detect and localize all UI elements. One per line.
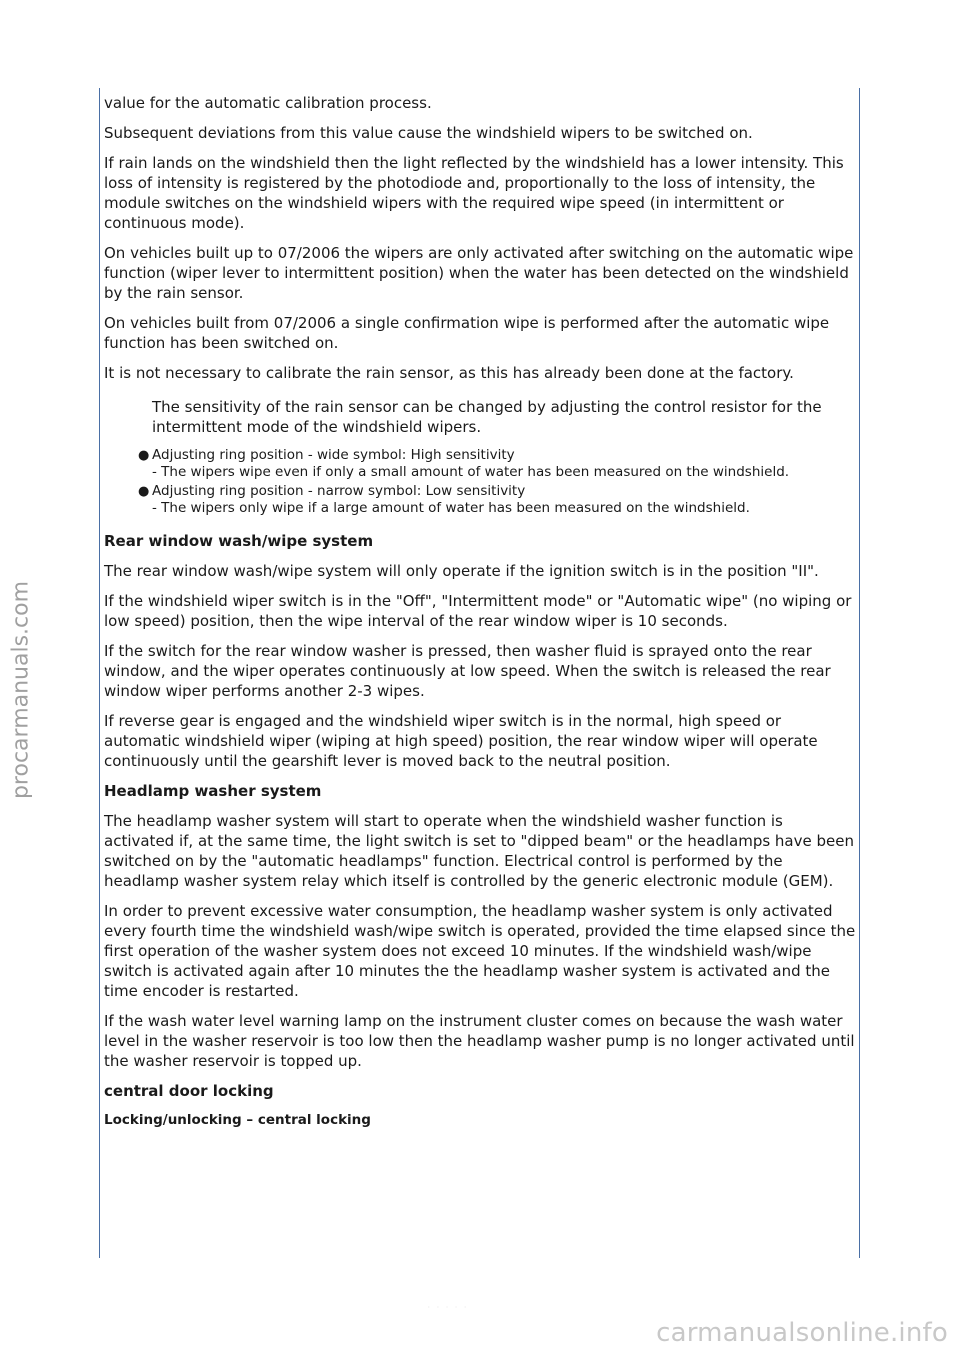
paragraph: On vehicles built up to 07/2006 the wipers are only activated after switching on the automatic wipe function (wiper lever to intermittent position) when the water has been detected on the windshield by the rain sensor.	[104, 244, 854, 302]
list-item-detail: - The wipers only wipe if a large amount of water has been measured on the windshield.	[152, 500, 750, 516]
list-item-label: Adjusting ring position - wide symbol: High sensitivity	[152, 447, 515, 463]
locking-unlocking-subheading: Locking/unlocking – central locking	[104, 1112, 371, 1128]
paragraph: If reverse gear is engaged and the windshield wiper switch is in the normal, high speed or automatic windshield wiper (wiping at high speed) position, the rear window wiper will operate continuously until the gearshift lever is moved back to the neutral position.	[104, 712, 818, 770]
bullet-icon: ●	[138, 448, 150, 463]
document-body	[104, 93, 856, 1129]
list-item	[104, 447, 856, 481]
bullet-icon: ●	[138, 484, 150, 499]
rear-window-heading: Rear window wash/wipe system	[104, 532, 374, 550]
left-margin-rule	[99, 88, 100, 1258]
paragraph: The headlamp washer system will start to operate when the windshield washer function is activated if, at the same time, the light switch is set to "dipped beam" or the headlamps have been switched on by the "automatic headlamps" function. Electrical control is performed by the headlamp washer system relay which itself is controlled by the generic electronic module (GEM).	[104, 812, 854, 890]
headlamp-washer-heading: Headlamp washer system	[104, 782, 322, 800]
central-locking-heading: central door locking	[104, 1082, 274, 1100]
list-item-detail: - The wipers wipe even if only a small amount of water has been measured on the windshield.	[152, 464, 790, 480]
bottom-watermark: carmanualsonline.info	[656, 1318, 948, 1348]
sensitivity-list	[104, 447, 856, 517]
paragraph: If rain lands on the windshield then the light reflected by the windshield has a lower intensity. This loss of intensity is registered by the photodiode and, proportionally to the loss of intensity, the module switches on the windshield wipers with the required wipe speed (in intermittent or continuous mode).	[104, 154, 844, 232]
side-watermark-text: procarmanuals.com	[8, 580, 34, 800]
paragraph: The rear window wash/wipe system will only operate if the ignition switch is in the position "II".	[104, 562, 819, 580]
paragraph: value for the automatic calibration process.	[104, 94, 432, 112]
paragraph: If the windshield wiper switch is in the "Off", "Intermittent mode" or "Automatic wipe" (no wiping or low speed) position, then the wipe interval of the rear window wiper is 10 seconds.	[104, 592, 852, 630]
list-item-label: Adjusting ring position - narrow symbol: Low sensitivity	[152, 483, 526, 499]
paragraph: If the switch for the rear window washer is pressed, then washer fluid is sprayed onto the rear window, and the wiper operates continuously at low speed. When the switch is released the rear window wiper performs another 2-3 wipes.	[104, 642, 831, 700]
sensitivity-note: The sensitivity of the rain sensor can be changed by adjusting the control resistor for the intermittent mode of the windshield wipers.	[152, 398, 822, 436]
paragraph: On vehicles built from 07/2006 a single confirmation wipe is performed after the automatic wipe function has been switched on.	[104, 314, 830, 352]
faint-page-footer: · · · · ·	[427, 1303, 469, 1312]
paragraph: It is not necessary to calibrate the rain sensor, as this has already been done at the factory.	[104, 364, 794, 382]
list-item	[104, 483, 856, 517]
paragraph: In order to prevent excessive water consumption, the headlamp washer system is only activated every fourth time the windshield wash/wipe switch is operated, provided the time elapsed since the first operation of the washer system does not exceed 10 minutes. If the windshield wash/wipe switch is activated again after 10 minutes the the headlamp washer system is activated and the time encoder is restarted.	[104, 902, 856, 1000]
right-margin-rule	[859, 88, 860, 1258]
paragraph: Subsequent deviations from this value cause the windshield wipers to be switched on.	[104, 124, 753, 142]
side-watermark	[6, 560, 36, 820]
paragraph: If the wash water level warning lamp on the instrument cluster comes on because the wash water level in the washer reservoir is too low then the headlamp washer pump is no longer activated until the washer reservoir is topped up.	[104, 1012, 855, 1070]
